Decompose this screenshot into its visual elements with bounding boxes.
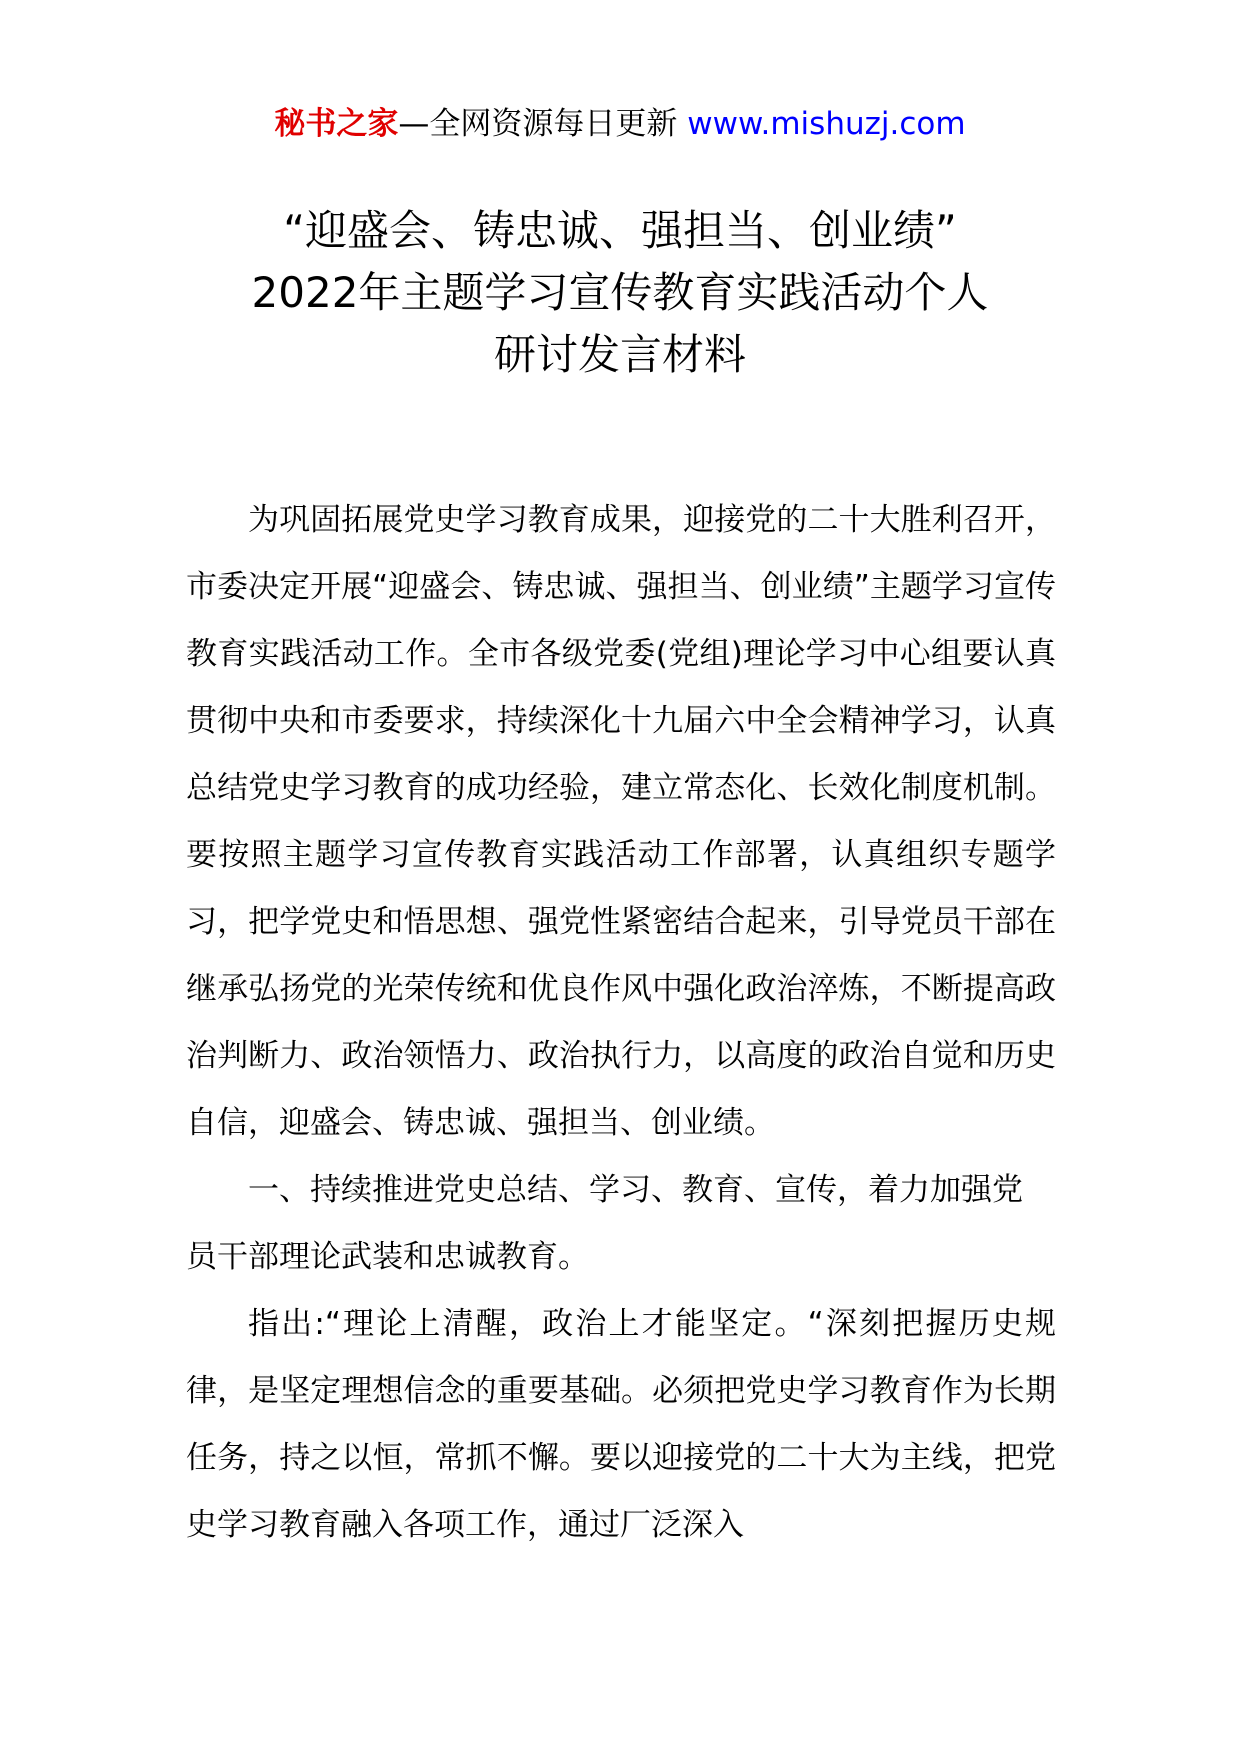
brand-name: 秘书之家 — [274, 106, 399, 142]
site-url-link[interactable]: www.mishuzj.com — [687, 106, 966, 142]
site-header — [0, 100, 1240, 148]
brand-slogan: —全网资源每日更新 — [398, 106, 688, 142]
title-line-2: 2022年主题学习宣传教育实践活动个人 — [251, 268, 989, 317]
document-body — [186, 487, 1056, 1559]
title-line-3: 研讨发言材料 — [493, 330, 746, 379]
section-heading-1: 一、持续推进党史总结、学习、教育、宣传，着力加强党员干部理论武装和忠诚教育。 — [186, 1172, 1023, 1275]
document-title — [0, 200, 1240, 386]
body-paragraph-2: 指出:“理论上清醒，政治上才能坚定。“深刻把握历史规律，是坚定理想信念的重要基础。必须把党史学习教育作为长期任务，持之以恒，常抓不懈。要以迎接党的二十大为主线，把党史学习教育融入各项工作，通过厂泛深入 — [186, 1306, 1056, 1543]
body-paragraph-intro: 为巩固拓展党史学习教育成果，迎接党的二十大胜利召开，市委决定开展“迎盛会、铸忠诚、强担当、创业绩”主题学习宣传教育实践活动工作。全市各级党委(党组)理论学习中心组要认真贯彻中央和市委要求，持续深化十九届六中全会精神学习，认真总结党史学习教育的成功经验，建立常态化、长效化制度机制。要按照主题学习宣传教育实践活动工作部署，认真组织专题学习，把学党史和悟思想、强党性紧密结合起来，引导党员干部在继承弘扬党的光荣传统和优良作风中强化政治淬炼，不断提高政治判断力、政治领悟力、政治执行力，以高度的政治自觉和历史自信，迎盛会、铸忠诚、强担当、创业绩。 — [186, 502, 1056, 1141]
title-line-1: “迎盛会、铸忠诚、强担当、创业绩” — [283, 206, 957, 255]
